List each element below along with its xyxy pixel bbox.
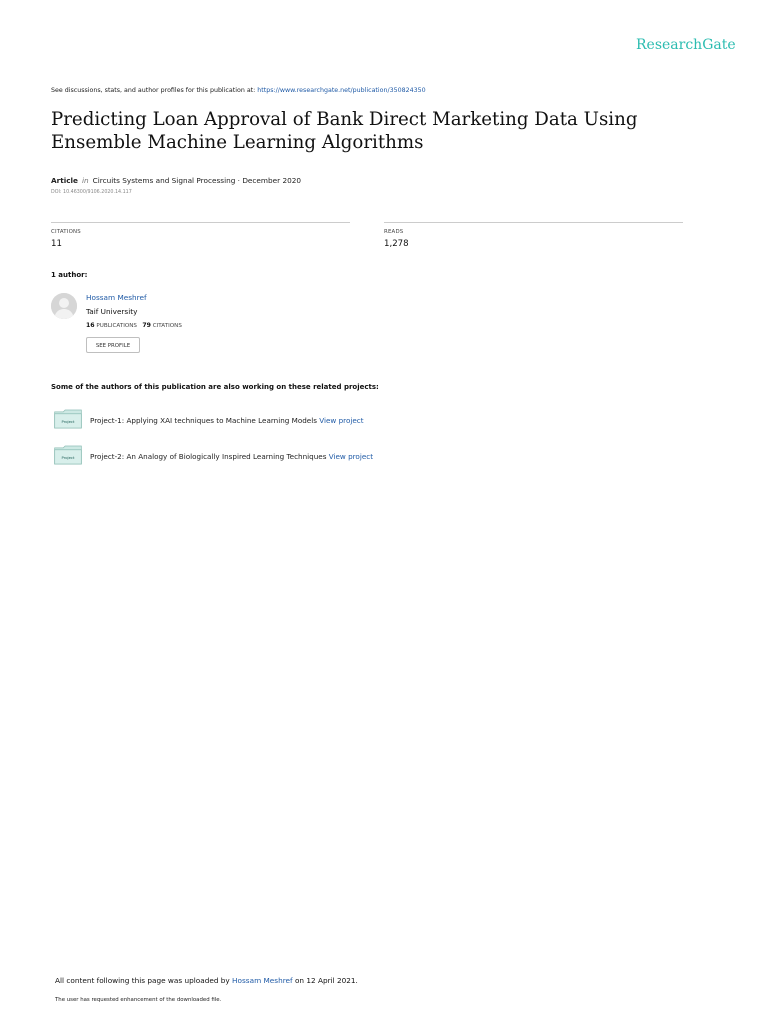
discussions-prefix: See discussions, stats, and author profiles for this publication at: (51, 87, 258, 94)
doi: DOI: 10.46300/9106.2020.14.117 (51, 190, 132, 195)
publications-label: PUBLICATIONS (96, 323, 137, 329)
in-word: in (82, 176, 89, 185)
folder-label: Project (61, 454, 75, 460)
uploaded-suffix: on 12 April 2021. (292, 976, 358, 985)
publications-count: 16 (86, 322, 95, 329)
project-item (90, 452, 373, 461)
reads-label: READS (384, 229, 404, 235)
publication-meta (51, 176, 301, 185)
author-citations-count: 79 (142, 322, 151, 329)
uploaded-prefix: All content following this page was uploaded by (55, 976, 233, 985)
citations-label: CITATIONS (51, 229, 81, 235)
view-project-link[interactable]: View project (328, 452, 374, 461)
upload-note (55, 976, 358, 985)
venue-date: Circuits Systems and Signal Processing · December 2020 (92, 176, 302, 185)
author-stats (86, 322, 182, 329)
folder-icon (53, 409, 83, 429)
project-folder-2[interactable] (53, 445, 83, 469)
researchgate-logo[interactable]: ResearchGate (636, 37, 736, 53)
folder-icon (53, 445, 83, 465)
project-title: Project-2: An Analogy of Biologically Inspired Learning Techniques (90, 452, 327, 461)
enhancement-note: The user has requested enhancement of the downloaded file. (55, 997, 222, 1003)
uploader-link[interactable]: Hossam Meshref (232, 976, 293, 985)
author-name-link[interactable]: Hossam Meshref (86, 293, 147, 302)
discussions-line (51, 87, 426, 94)
project-title: Project-1: Applying XAI techniques to Machine Learning Models (90, 416, 317, 425)
author-avatar[interactable] (51, 293, 77, 319)
see-profile-button[interactable]: SEE PROFILE (86, 337, 140, 353)
article-type: Article (51, 176, 79, 185)
publication-url-link[interactable]: https://www.researchgate.net/publication/350824350 (257, 87, 426, 94)
reads-value: 1,278 (384, 239, 409, 249)
related-projects-heading: Some of the authors of this publication are also working on these related projects: (51, 383, 379, 391)
author-count: 1 author: (51, 271, 88, 279)
person-icon (51, 293, 77, 319)
project-item (90, 416, 364, 425)
author-institution: Taif University (86, 307, 138, 316)
view-project-link[interactable]: View project (319, 416, 364, 425)
citations-divider (51, 222, 350, 223)
citations-value: 11 (51, 239, 62, 249)
project-folder-1[interactable] (53, 409, 83, 433)
publication-title: Predicting Loan Approval of Bank Direct Marketing Data Using Ensemble Machine Learning Algorithms (51, 109, 638, 153)
folder-label: Project (61, 418, 75, 424)
reads-divider (384, 222, 683, 223)
author-citations-label: CITATIONS (152, 323, 182, 329)
